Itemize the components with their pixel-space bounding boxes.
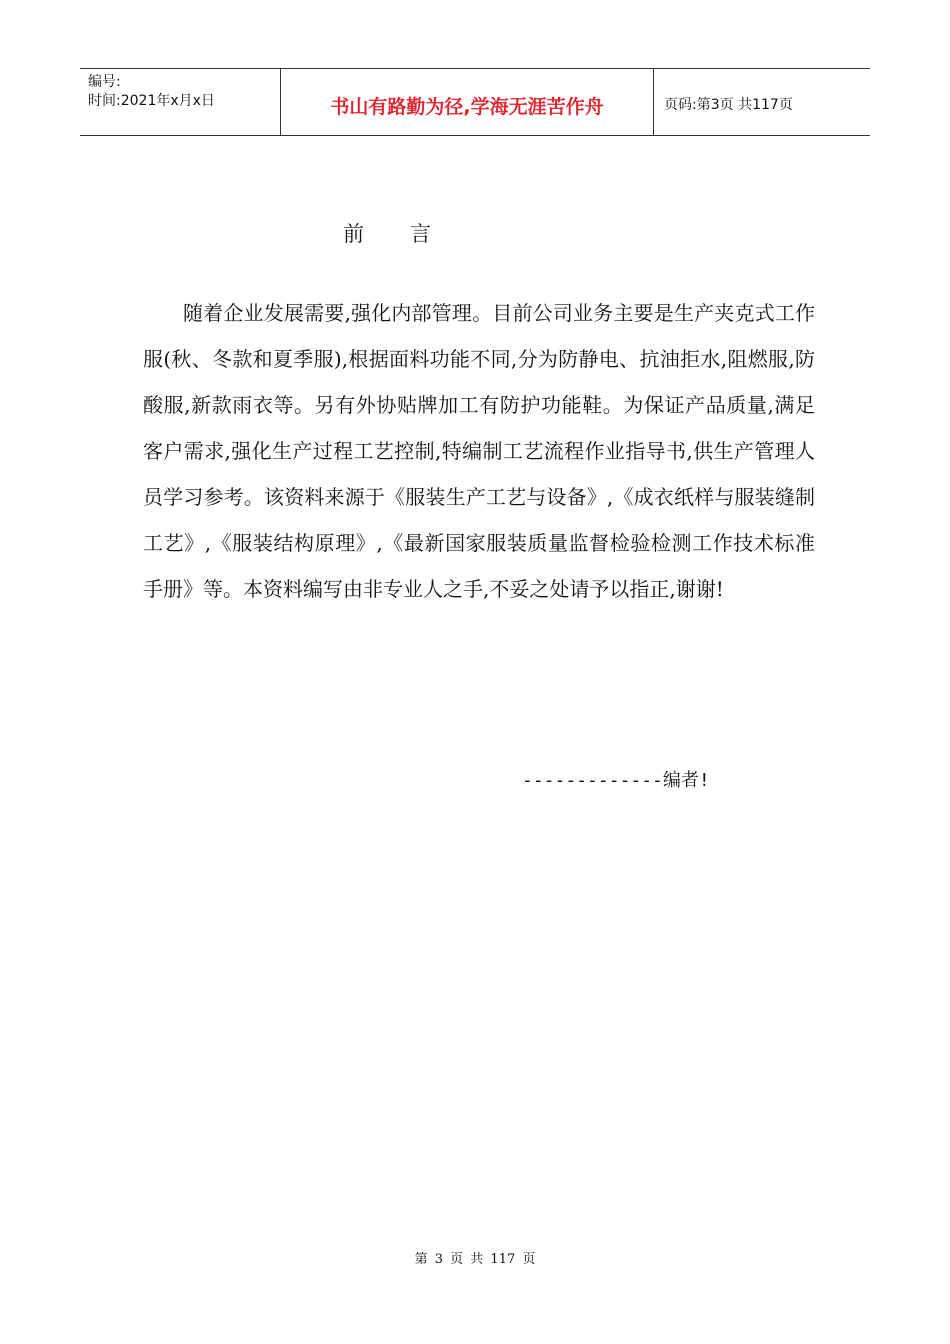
document-time: 时间:2021年x月x日 [88, 93, 215, 109]
author-signature: -------------编者! [522, 770, 710, 791]
page-footer: 第 3 页 共 117 页 [414, 1252, 536, 1267]
document-number-label: 编号: [88, 74, 121, 90]
header-slogan-cell [281, 69, 654, 135]
page-header [80, 68, 870, 136]
preface-paragraph: 随着企业发展需要,强化内部管理。目前公司业务主要是生产夹克式工作服(秋、冬款和夏季服),根据面料功能不同,分为防静电、抗油拒水,阻燃服,防酸服,新款雨衣等。另有外协贴牌加工有防护功能鞋。为保证产品质量,满足客户需求,强化生产过程工艺控制,特编制工艺流程作业指导书,供生产管理人员学习参考。该资料来源于《服装生产工艺与设备》,《成衣纸样与服装缝制工艺》,《服装结构原理》,《最新国家服装质量监督检验检测工作技术标准手册》等。本资料编写由非专业人之手,不妥之处请予以指正,谢谢! [143, 301, 815, 601]
header-page-cell [654, 69, 870, 135]
header-slogan: 书山有路勤为径,学海无涯苦作舟 [330, 95, 604, 118]
header-meta [80, 69, 281, 135]
header-page-info: 页码:第3页 共117页 [664, 97, 793, 113]
page-title: 前言 [343, 222, 477, 246]
